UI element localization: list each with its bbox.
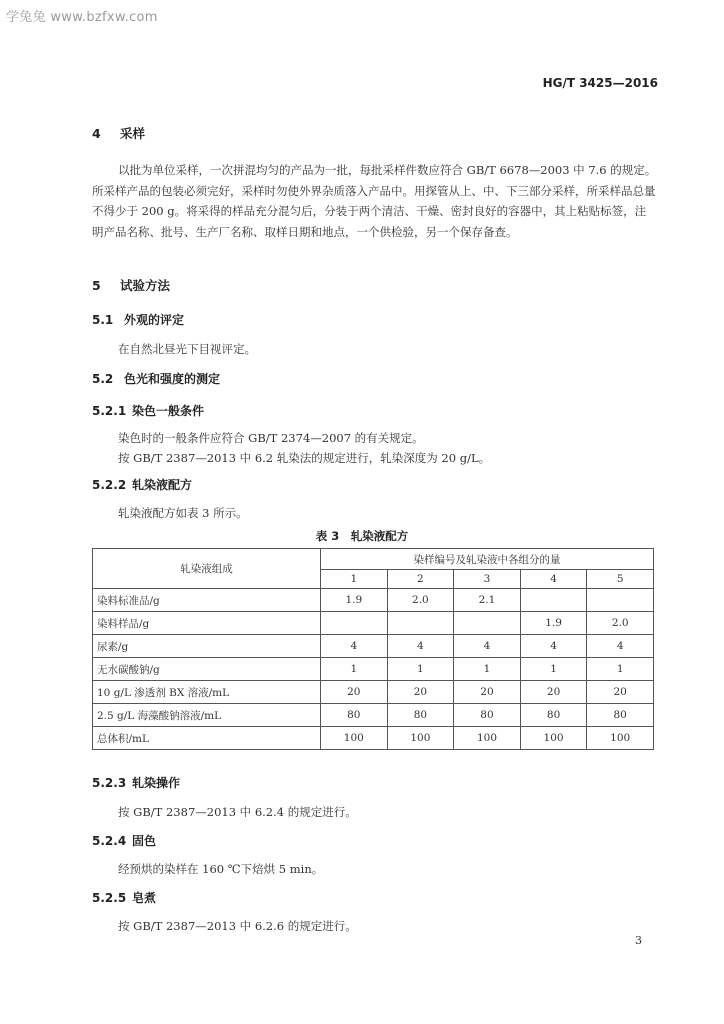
table-cell: 1.9 [520,612,587,635]
table-cell: 1 [321,658,388,681]
table-row [93,658,654,681]
table-cell: 4 [520,635,587,658]
table-cell: 100 [587,727,654,750]
table-cell: 80 [387,704,454,727]
table-cell: 2.1 [454,589,521,612]
table-cell: 20 [387,681,454,704]
table-cell: 1.9 [321,589,388,612]
section-title: 色光和强度的测定 [124,372,221,386]
table-cell: 100 [387,727,454,750]
row-label: 2.5 g/L 海藻酸钠溶液/mL [93,704,321,727]
table-cell: 80 [587,704,654,727]
section-number: 5.2.5 [92,891,127,905]
column-header: 4 [520,570,587,589]
padding-operation-text: 按 GB/T 2387—2013 中 6.2.4 的规定进行。 [118,805,357,819]
column-header: 5 [587,570,654,589]
table-cell: 2.0 [587,612,654,635]
table-row [93,589,654,612]
section-number: 5.2.2 [92,478,127,492]
section-5-heading [92,276,170,294]
section-number: 4 [92,126,101,141]
header-group: 染样编号及轧染液中各组分的量 [321,549,654,570]
table-cell: 80 [454,704,521,727]
column-header: 2 [387,570,454,589]
table-cell: 20 [520,681,587,704]
section-5-2-2-heading [92,476,192,493]
table-cell: 1 [387,658,454,681]
row-label: 尿素/g [93,635,321,658]
section-title: 外观的评定 [124,313,185,327]
section-title: 染色一般条件 [132,404,205,418]
appearance-text: 在自然北昼光下目视评定。 [118,342,256,356]
table-row [93,704,654,727]
row-label: 10 g/L 渗透剂 BX 溶液/mL [93,681,321,704]
section-5-2-4-heading [92,832,156,849]
row-label: 无水碳酸钠/g [93,658,321,681]
sampling-paragraph: 以批为单位采样，一次拼混均匀的产品为一批，每批采样件数应符合 GB/T 6678—2003 中 7.6 的规定。所采样产品的包装必须完好，采样时勿使外界杂质落入产品中。用探管从上、中、下三部分采样，所采样品总量不得少于 200 g。将采得的样品充分混匀后，分装于两个清洁、干燥、密封良好的容器中，其上粘贴标签，注明产品名称、批号、生产厂名称、取样日期和地点，一个供检验，另一个保存备查。 [92,163,657,239]
page-number: 3 [635,934,642,947]
table-row [93,727,654,750]
table-cell: 4 [587,635,654,658]
table-cell [387,612,454,635]
section-title: 固色 [132,834,157,848]
table-cell [520,589,587,612]
section-title: 采样 [120,126,146,141]
table-cell: 1 [587,658,654,681]
table-row [93,681,654,704]
table-cell: 1 [520,658,587,681]
table-row [93,635,654,658]
section-number: 5.1 [92,313,114,327]
dyeing-conditions-line-2: 按 GB/T 2387—2013 中 6.2 轧染法的规定进行，轧染深度为 20 g/L。 [118,451,491,465]
section-5-1-heading [92,311,184,328]
dyeing-conditions-line-1: 染色时的一般条件应符合 GB/T 2374—2007 的有关规定。 [118,431,424,445]
section-number: 5.2.3 [92,776,127,790]
section-title: 皂煮 [132,891,157,905]
table-cell: 4 [387,635,454,658]
section-number: 5 [92,278,101,293]
table-cell: 80 [520,704,587,727]
recipe-table [92,548,654,750]
table-cell [321,612,388,635]
section-5-2-5-heading [92,889,156,906]
section-title: 轧染液配方 [132,478,193,492]
table-cell: 1 [454,658,521,681]
table-cell: 2.0 [387,589,454,612]
watermark: 学兔兔 www.bzfxw.com [6,10,158,25]
table-cell [587,589,654,612]
section-4-heading [92,124,145,142]
fixation-text: 经预烘的染样在 160 ℃下焙烘 5 min。 [118,862,324,876]
section-5-2-3-heading [92,774,180,791]
row-label: 染料样品/g [93,612,321,635]
column-header: 1 [321,570,388,589]
table-cell: 100 [454,727,521,750]
table-header-row [93,549,654,570]
row-label: 总体积/mL [93,727,321,750]
section-title: 试验方法 [120,278,171,293]
section-number: 5.2 [92,372,114,386]
row-label: 染料标准品/g [93,589,321,612]
table-cell: 80 [321,704,388,727]
table-cell: 4 [454,635,521,658]
table-cell [454,612,521,635]
section-number: 5.2.4 [92,834,127,848]
table-cell: 100 [520,727,587,750]
table-cell: 4 [321,635,388,658]
table-cell: 100 [321,727,388,750]
table-cell: 20 [321,681,388,704]
standard-code: HG/T 3425—2016 [542,76,658,90]
table-cell: 20 [454,681,521,704]
section-title: 轧染操作 [132,776,181,790]
soaping-text: 按 GB/T 2387—2013 中 6.2.6 的规定进行。 [118,919,357,933]
table-row [93,612,654,635]
table-cell: 20 [587,681,654,704]
recipe-intro-text: 轧染液配方如表 3 所示。 [118,506,248,520]
column-header: 3 [454,570,521,589]
table-title: 表 3 轧染液配方 [315,529,409,543]
section-5-2-heading [92,370,220,387]
section-5-2-1-heading [92,402,204,419]
header-component: 轧染液组成 [93,549,321,589]
section-number: 5.2.1 [92,404,127,418]
